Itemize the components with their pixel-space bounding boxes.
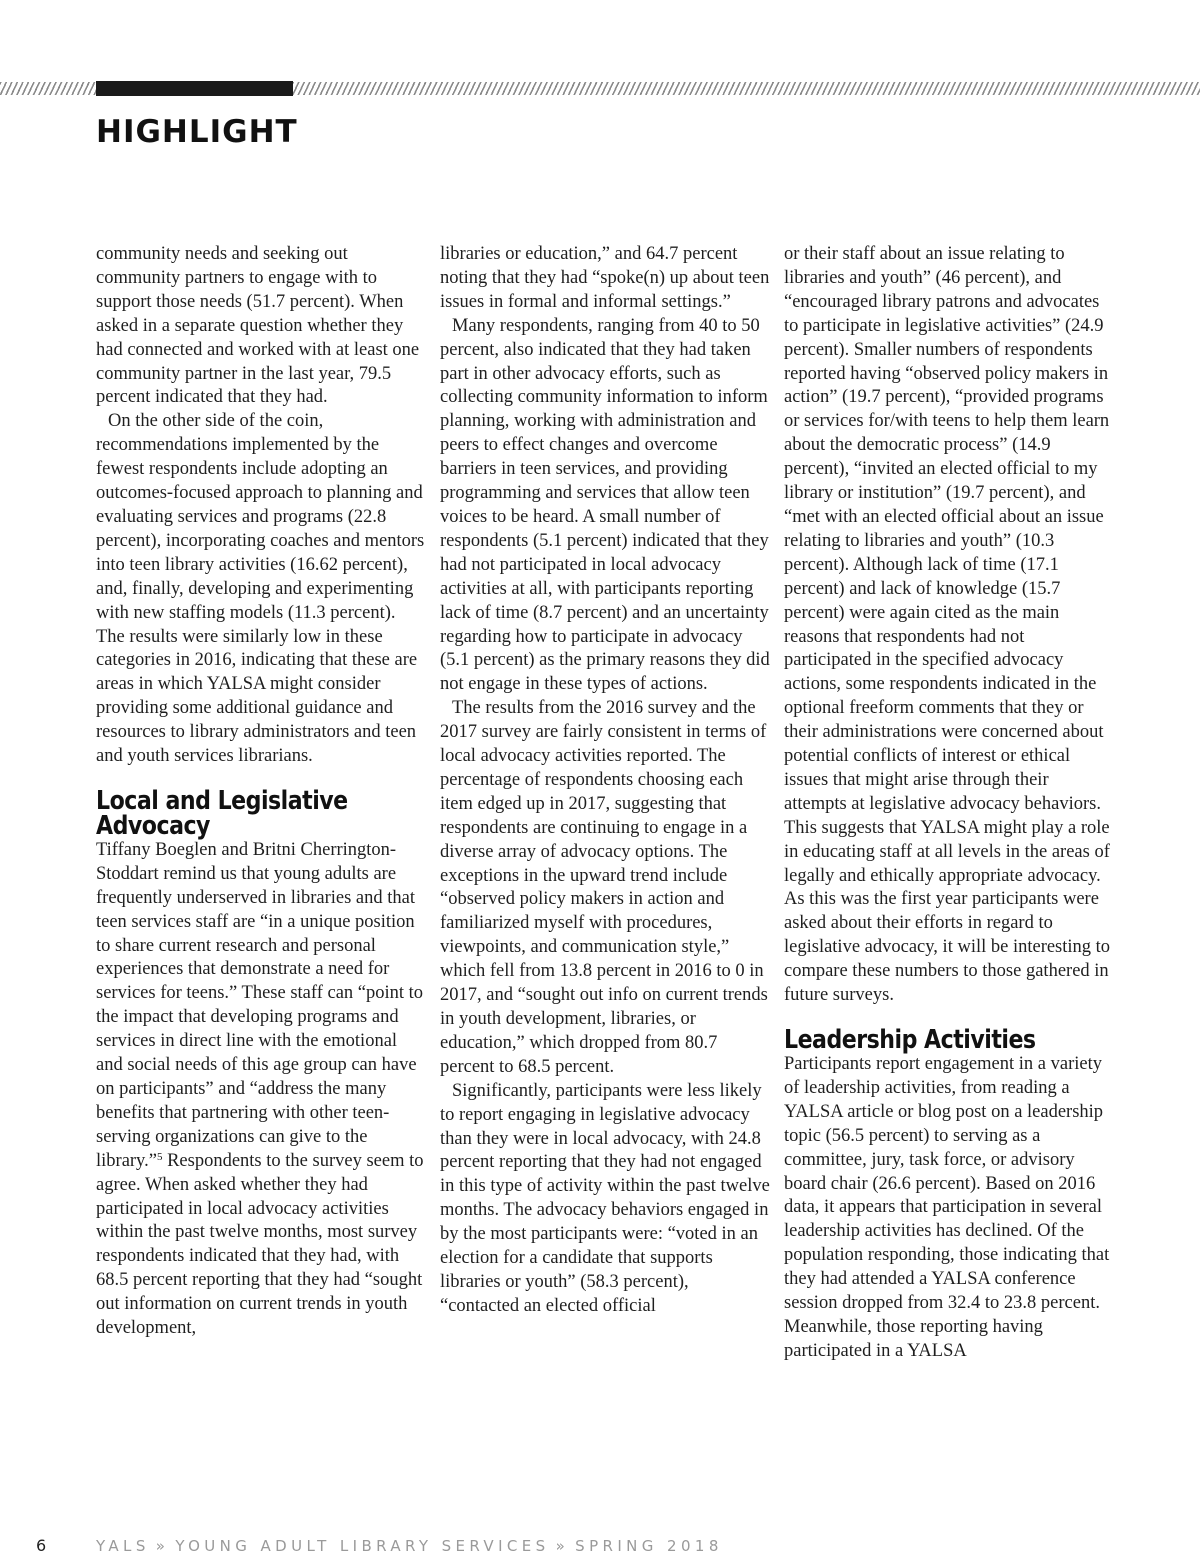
- text-column-3: [784, 243, 1114, 1364]
- paragraph: [96, 839, 426, 1341]
- running-head: [96, 1536, 723, 1556]
- publication-full: YOUNG ADULT LIBRARY SERVICES: [175, 1537, 550, 1555]
- paragraph: Significantly, participants were less likely to report engaging in legislative advocacy than they were in local advocacy, with 24.8 percent reporting that they had not engaged in this type of activity within the past twelve months. The advocacy behaviors engaged in by the most participants were: “voted in an election for a candidate that supports libraries or youth” (58.3 percent), “contacted an elected official: [440, 1080, 770, 1316]
- paragraph: Many respondents, ranging from 40 to 50 percent, also indicated that they had taken part in other advocacy efforts, such as collecting community information to inform planning, working with administration and peers to effect changes and overcome barriers in teen services, and providing programming and services that allow teen voices to be heard. A small number of respondents (5.1 percent) indicated that they had not participated in local advocacy activities at all, with participants reporting lack of time (8.7 percent) and an uncertainty regarding how to participate in advocacy (5.1 percent) as the primary reasons they did not engage in these types of actions.: [440, 315, 770, 695]
- paragraph: On the other side of the coin, recommendations implemented by the fewest respondents include adopting an outcomes-focused approach to planning and evaluating services and programs (22.8 percent), incorporating coaches and mentors into teen library activities (16.62 percent), and, finally, developing and experimenting with new staffing models (11.3 percent). The results were similarly low in these categories in 2016, indicating that these are areas in which YALSA might consider providing some additional guidance and resources to library administrators and teen and youth services librarians.: [96, 411, 425, 767]
- footnote-marker: 5: [156, 1150, 163, 1163]
- paragraph: community needs and seeking out community partners to engage with to support those needs (51.7 percent). When asked in a separate question whether they had connected and worked with at least one community partner in the last year, 79.5 percent indicated that they had.: [96, 244, 420, 408]
- section-label: HIGHLIGHT: [96, 114, 298, 150]
- paragraph: Participants report engagement in a variety of leadership activities, from reading a YALSA article or blog post on a leadership topic (56.5 percent) to serving as a committee, jury, task force, or advisory board chair (26.6 percent). Based on 2016 data, it appears that participation in several leadership activities has declined. Of the population responding, those indicating that they had attended a YALSA conference session dropped from 32.4 to 23.8 percent. Meanwhile, those reporting having participated in a YALSA: [784, 1054, 1110, 1361]
- text-column-2: [440, 243, 770, 1319]
- issue-label: SPRING 2018: [575, 1537, 723, 1555]
- header-accent-bar: [96, 81, 293, 96]
- paragraph: libraries or education,” and 64.7 percent noting that they had “spoke(n) up about teen issues in formal and informal settings.”: [440, 244, 770, 312]
- paragraph-text: Respondents to the survey seem to agree. When asked whether they had participated in local advocacy activities within the past twelve months, most survey respondents indicated that they had, with 68.5 percent reporting that they had “sought out information on current trends in youth development,: [96, 1150, 424, 1339]
- paragraph: or their staff about an issue relating to libraries and youth” (46 percent), and “encouraged library patrons and advocates to participate in legislative activities” (24.9 percent). Smaller numbers of respondents reported having “observed policy makers in action” (19.7 percent), “provided programs or services for/with teens to help them learn about the democratic process” (14.9 percent), “invited an elected official to my library or institution” (19.7 percent), and “met with an elected official about an issue relating to libraries and youth” (10.3 percent). Although lack of time (17.1 percent) and lack of knowledge (15.7 percent) were again cited as the main reasons that respondents had not participated in the specified advocacy actions, some respondents indicated in the optional freeform comments that they or their administrations were concerned about potential conflicts of interest or ethical issues that might arise through their attempts at legislative advocacy behaviors. This suggests that YALSA might play a role in educating staff at all levels in the areas of legally and ethically appropriate advocacy. As this was the first year participants were asked about their efforts in regard to legislative advocacy, it will be interesting to compare these numbers to those gathered in future surveys.: [784, 244, 1111, 1006]
- section-heading-leadership-activities: Leadership Activities: [784, 1025, 1036, 1055]
- paragraph-text: Tiffany Boeglen and Britni Cherrington-Stoddart remind us that young adults are frequently underserved in libraries and that teen services staff are “in a unique position to share current research and personal experiences that demonstrate a need for services for teens.” These staff can “point to the impact that developing programs and services in direct line with the emotional and social needs of this age group can have on participants” and “address the many benefits that partnering with other teen-serving organizations can give to the library.”: [96, 839, 424, 1171]
- page-number: 6: [36, 1536, 47, 1555]
- publication-short: YALS: [96, 1537, 150, 1555]
- section-heading-local-legislative-advocacy: Local and Legislative Advocacy: [96, 785, 348, 841]
- paragraph: The results from the 2016 survey and the 2017 survey are fairly consistent in terms of local advocacy activities reported. The percentage of respondents choosing each item edged up in 2017, suggesting that respondents are continuing to engage in a diverse array of advocacy options. The exceptions in the upward trend include “observed policy makers in action and familiarized myself with procedures, viewpoints, and communication style,” which fell from 13.8 percent in 2016 to 0 in 2017, and “sought out info on current trends in youth development, libraries, or education,” which dropped from 80.7 percent to 68.5 percent.: [440, 698, 768, 1077]
- separator: »: [555, 1537, 570, 1555]
- separator: »: [155, 1537, 170, 1555]
- text-column-1: [96, 243, 426, 1341]
